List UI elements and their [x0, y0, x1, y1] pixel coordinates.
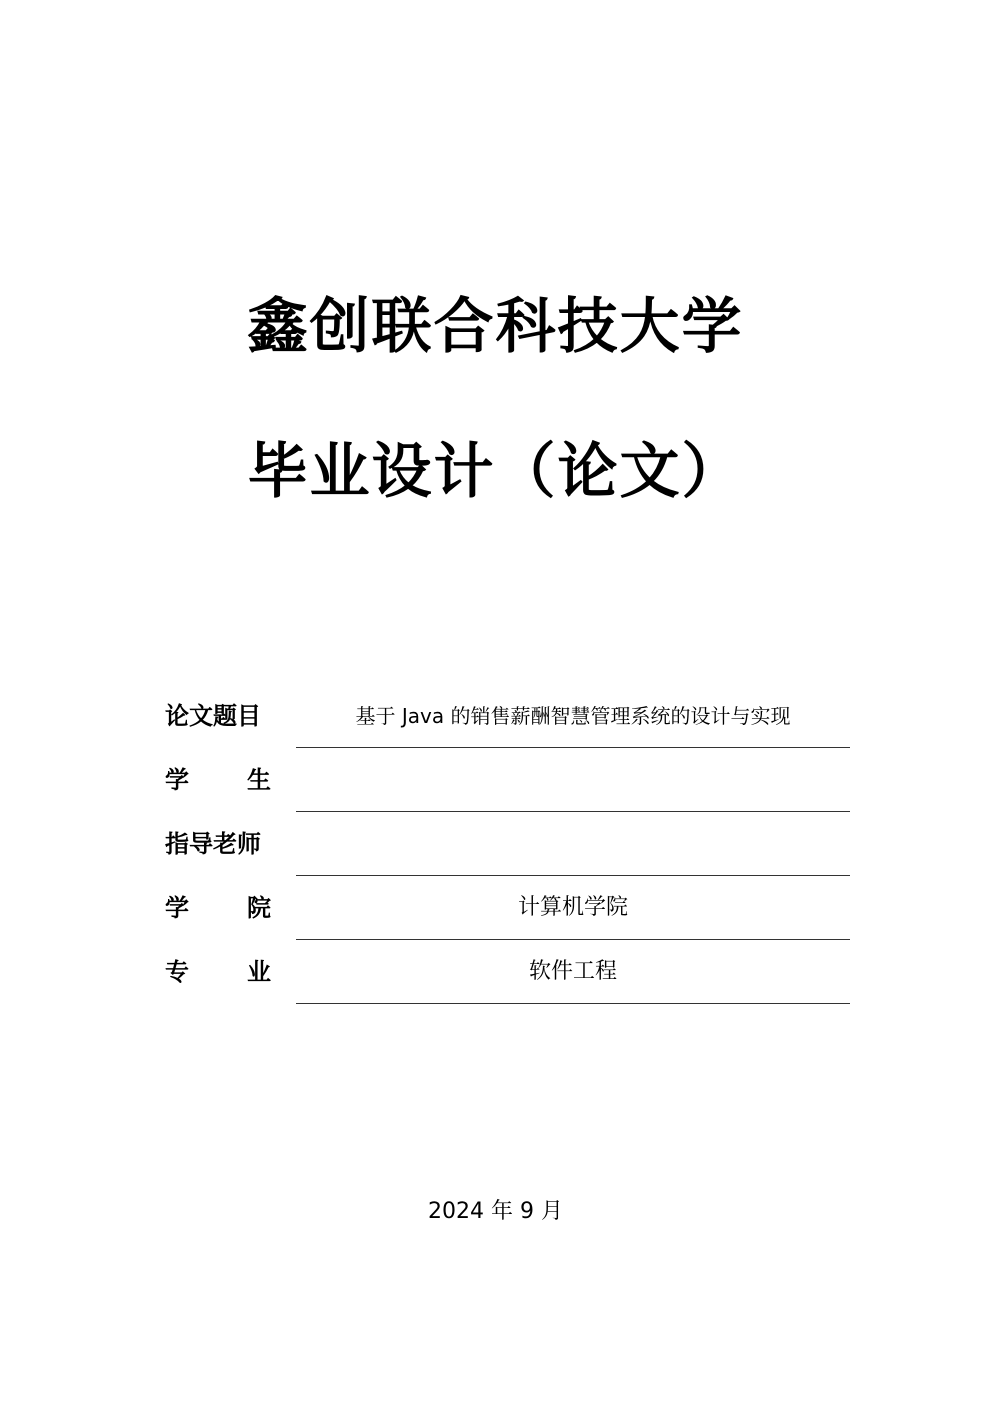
student-value — [296, 764, 850, 796]
major-label — [165, 956, 271, 988]
title-label: 论文题目 — [165, 702, 261, 730]
major-underline — [296, 1003, 850, 1004]
major-value: 软件工程 — [528, 959, 617, 984]
major-label-char-1: 专 — [165, 958, 189, 986]
advisor-value — [296, 828, 850, 860]
thesis-info-table — [165, 684, 851, 1004]
student-label-char-1: 学 — [165, 766, 189, 794]
student-label-char-2: 生 — [247, 766, 271, 794]
thesis-type-title: 毕业设计（论文） — [247, 437, 744, 507]
college-value: 计算机学院 — [517, 895, 628, 920]
college-label-char-1: 学 — [165, 894, 189, 922]
advisor-label: 指导老师 — [165, 830, 261, 858]
college-label — [165, 892, 271, 924]
info-row-college — [165, 876, 851, 940]
college-label-char-2: 院 — [247, 894, 271, 922]
university-title: 鑫创联合科技大学 — [247, 292, 744, 362]
title-value: 基于 Java 的销售薪酬智慧管理系统的设计与实现 — [355, 704, 791, 728]
info-row-title — [165, 684, 851, 748]
info-row-advisor — [165, 812, 851, 876]
student-label — [165, 764, 271, 796]
info-row-major — [165, 940, 851, 1004]
submission-date: 2024 年 9 月 — [428, 1199, 563, 1224]
major-label-char-2: 业 — [247, 958, 271, 986]
info-row-student — [165, 748, 851, 812]
